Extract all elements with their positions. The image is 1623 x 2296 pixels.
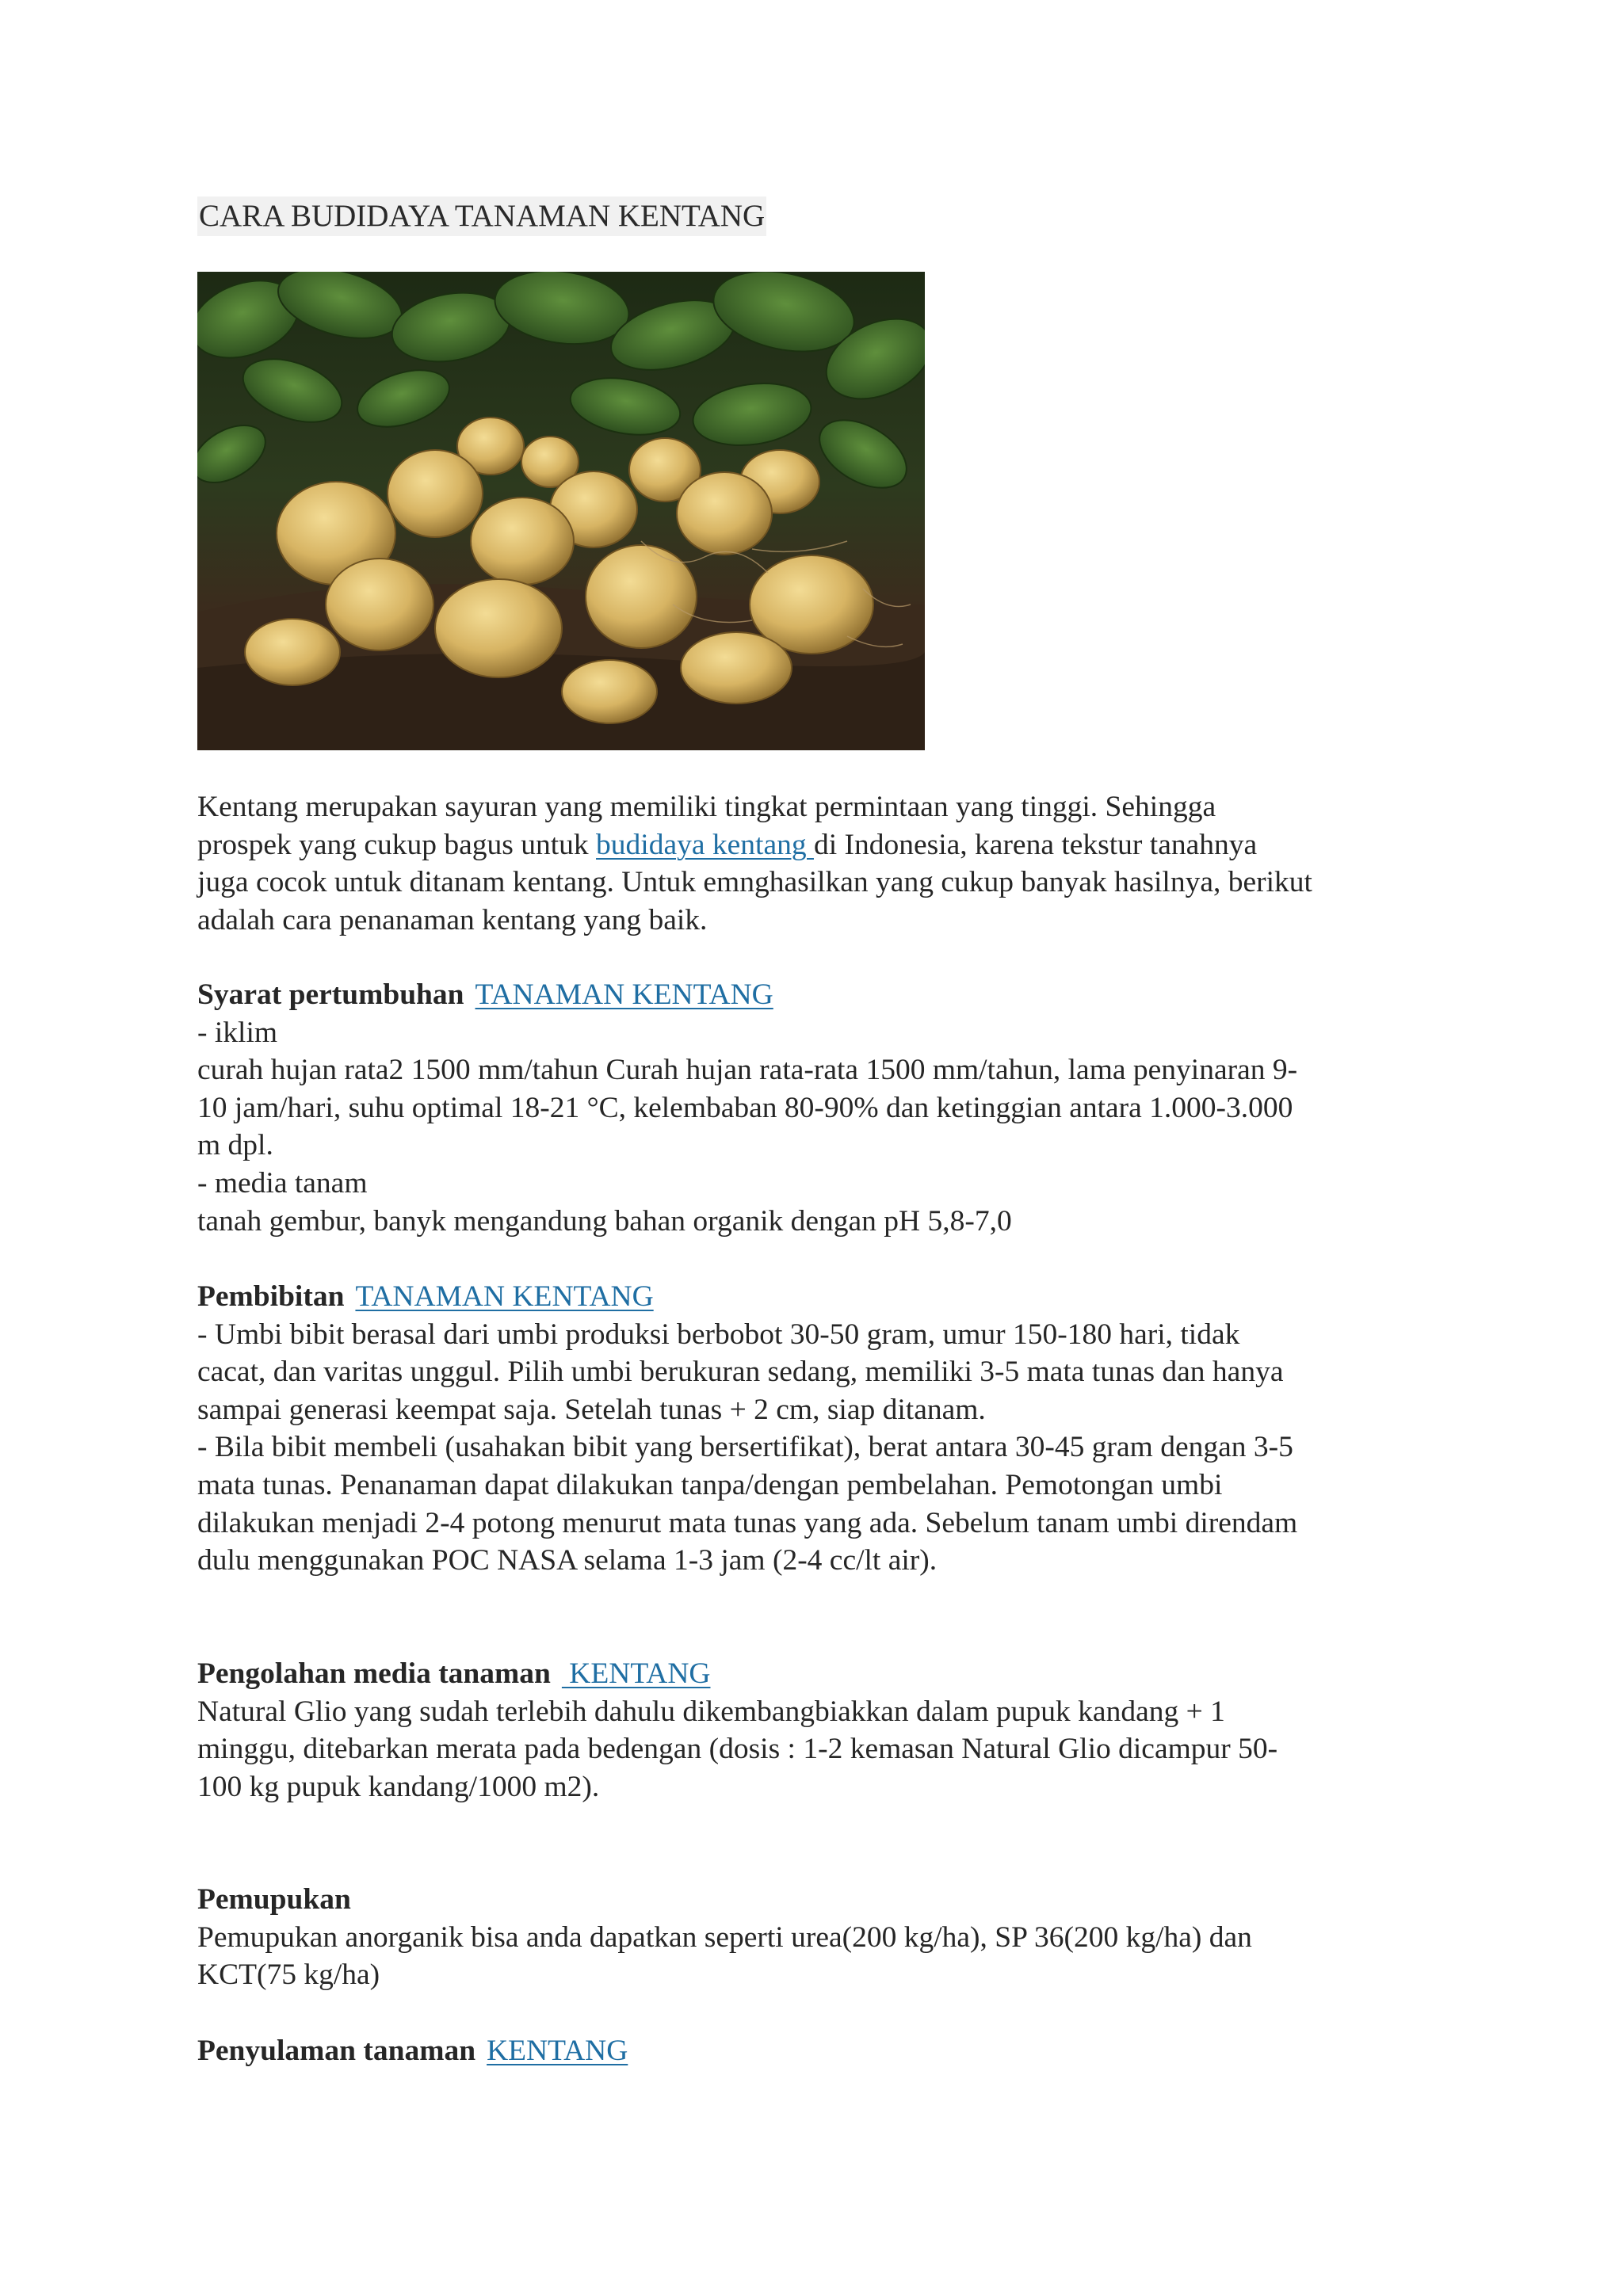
pembibitan-line: - Bila bibit membeli (usahakan bibit yang bersertifikat), berat antara 30-45 gram dengan 3-5	[197, 1431, 1293, 1464]
kentang-link[interactable]: KENTANG	[487, 2035, 628, 2067]
intro-line	[197, 826, 1434, 864]
penyulaman-heading: Penyulaman tanaman	[197, 2035, 476, 2067]
penyulaman-section	[197, 2032, 1434, 2070]
pembibitan-heading: Pembibitan	[197, 1280, 345, 1313]
pengolahan-section	[197, 1655, 1434, 1806]
pengolahan-heading: Pengolahan media tanaman	[197, 1657, 551, 1690]
syarat-heading-line	[197, 976, 1434, 1014]
tanaman-kentang-link[interactable]: TANAMAN KENTANG	[355, 1280, 654, 1313]
kentang-link[interactable]: KENTANG	[561, 1657, 711, 1690]
intro-line: juga cocok untuk ditanam kentang. Untuk emnghasilkan yang cukup banyak hasilnya, berikut	[197, 866, 1312, 899]
pengolahan-line: minggu, ditebarkan merata pada bedengan (dosis : 1-2 kemasan Natural Glio dicampur 50-	[197, 1733, 1278, 1766]
syarat-line: curah hujan rata2 1500 mm/tahun Curah hujan rata-rata 1500 mm/tahun, lama penyinaran 9-	[197, 1054, 1298, 1087]
pemupukan-line: Pemupukan anorganik bisa anda dapatkan seperti urea(200 kg/ha), SP 36(200 kg/ha) dan	[197, 1920, 1252, 1954]
pemupukan-heading: Pemupukan	[197, 1883, 351, 1916]
pengolahan-heading-line	[197, 1655, 1434, 1693]
syarat-line: - media tanam	[197, 1166, 368, 1199]
syarat-line: 10 jam/hari, suhu optimal 18-21 °C, kelembaban 80-90% dan ketinggian antara 1.000-3.000	[197, 1091, 1293, 1124]
penyulaman-heading-line	[197, 2032, 1434, 2070]
intro-line: Kentang merupakan sayuran yang memiliki tingkat permintaan yang tinggi. Sehingga	[197, 791, 1216, 823]
page-title: CARA BUDIDAYA TANAMAN KENTANG	[197, 196, 766, 236]
pembibitan-line: dilakukan menjadi 2-4 potong menurut mata tunas yang ada. Sebelum tanam umbi direndam	[197, 1506, 1298, 1539]
potato-harvest-photo	[197, 272, 925, 750]
pemupukan-section	[197, 1881, 1434, 1994]
budidaya-kentang-link[interactable]: budidaya kentang	[596, 828, 814, 861]
pemupukan-line: KCT(75 kg/ha)	[197, 1958, 380, 1992]
intro-text: prospek yang cukup bagus untuk	[197, 828, 597, 861]
pembibitan-line: sampai generasi keempat saja. Setelah tunas + 2 cm, siap ditanam.	[197, 1393, 986, 1426]
pembibitan-line: cacat, dan varitas unggul. Pilih umbi berukuran sedang, memiliki 3-5 mata tunas dan hanya	[197, 1356, 1284, 1389]
pembibitan-line: - Umbi bibit berasal dari umbi produksi berbobot 30-50 gram, umur 150-180 hari, tidak	[197, 1318, 1240, 1351]
pengolahan-line: Natural Glio yang sudah terlebih dahulu dikembangbiakkan dalam pupuk kandang + 1	[197, 1695, 1225, 1728]
syarat-section	[197, 976, 1434, 1240]
pembibitan-line: dulu menggunakan POC NASA selama 1-3 jam (2-4 cc/lt air).	[197, 1544, 938, 1577]
syarat-line: m dpl.	[197, 1129, 273, 1162]
syarat-line: tanah gembur, banyk mengandung bahan organik dengan pH 5,8-7,0	[197, 1204, 1012, 1238]
pembibitan-line: mata tunas. Penanaman dapat dilakukan tanpa/dengan pembelahan. Pemotongan umbi	[197, 1468, 1223, 1501]
pembibitan-heading-line	[197, 1278, 1434, 1316]
pemupukan-heading-line	[197, 1881, 1434, 1919]
pengolahan-line: 100 kg pupuk kandang/1000 m2).	[197, 1770, 600, 1803]
intro-line: adalah cara penanaman kentang yang baik.	[197, 903, 708, 936]
intro-paragraph	[197, 788, 1434, 939]
pembibitan-section	[197, 1278, 1434, 1580]
syarat-heading: Syarat pertumbuhan	[197, 978, 464, 1011]
tanaman-kentang-link[interactable]: TANAMAN KENTANG	[475, 978, 773, 1011]
intro-text: di Indonesia, karena tekstur tanahnya	[813, 828, 1258, 861]
syarat-line: - iklim	[197, 1016, 278, 1049]
